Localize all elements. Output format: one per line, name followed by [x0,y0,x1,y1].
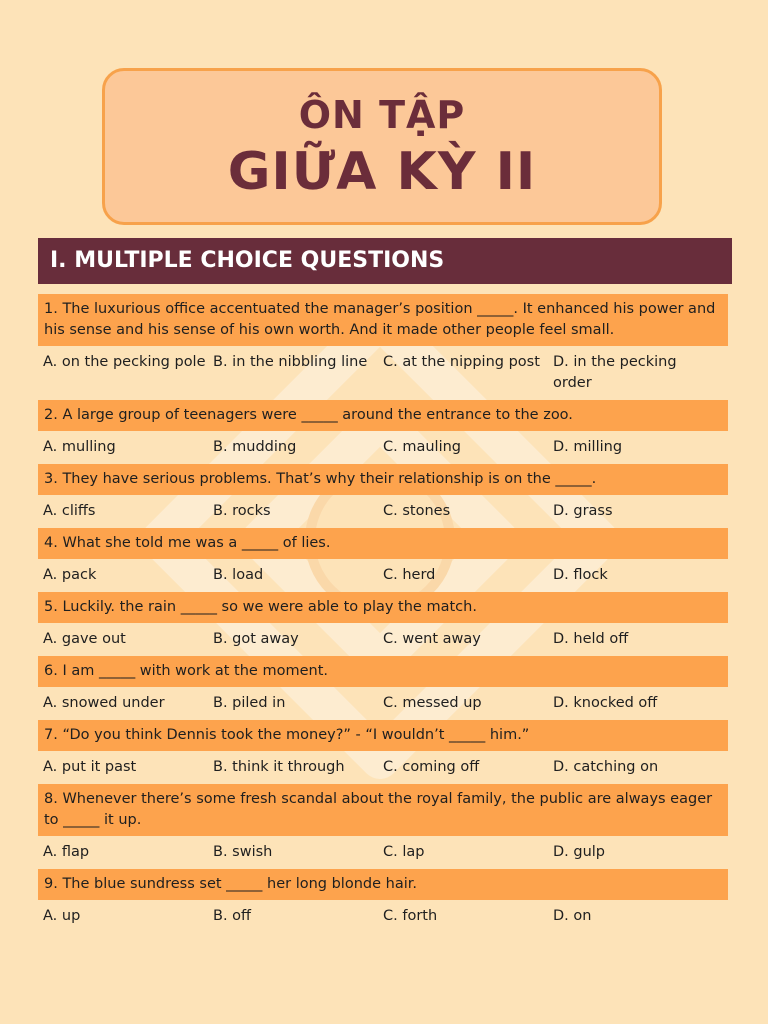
question-8-option-a: A. flap [43,844,90,860]
question-4-option-a: A. pack [43,567,97,583]
question-6-option-b: B. piled in [213,695,286,711]
question-1-option-c: C. at the nipping post [383,354,540,370]
question-5 [38,592,728,656]
question-6-text: 6. I am _____ with work at the moment. [38,656,728,687]
question-1-option-b: B. in the nibbling line [213,354,368,370]
question-5-options [38,623,728,656]
question-9-option-d: D. on [553,908,592,924]
question-2 [38,400,728,464]
question-4-text: 4. What she told me was a _____ of lies. [38,528,728,559]
question-9-options [38,900,728,933]
question-8-options [38,836,728,869]
question-5-option-c: C. went away [383,631,481,647]
question-4 [38,528,728,592]
question-3-text: 3. They have serious problems. That’s why their relationship is on the _____. [38,464,728,495]
title-box [102,68,662,225]
question-1-option-a: A. on the pecking pole [43,354,206,370]
question-9-text: 9. The blue sundress set _____ her long blonde hair. [38,869,728,900]
question-7-text: 7. “Do you think Dennis took the money?” - “I wouldn’t _____ him.” [38,720,728,751]
question-3-option-c: C. stones [383,503,451,519]
question-2-option-b: B. mudding [213,439,297,455]
question-6-options [38,687,728,720]
question-list [38,294,728,933]
question-9-option-a: A. up [43,908,81,924]
question-5-option-d: D. held off [553,631,629,647]
question-8 [38,784,728,869]
section-heading: I. MULTIPLE CHOICE QUESTIONS [38,238,732,284]
question-9 [38,869,728,933]
question-7-option-a: A. put it past [43,759,137,775]
question-7-option-b: B. think it through [213,759,345,775]
question-1-options [38,346,728,400]
question-8-option-c: C. lap [383,844,425,860]
question-3-option-b: B. rocks [213,503,271,519]
question-4-option-d: D. flock [553,567,608,583]
question-2-option-c: C. mauling [383,439,461,455]
question-8-option-d: D. gulp [553,844,606,860]
question-4-options [38,559,728,592]
question-2-options [38,431,728,464]
question-7-option-d: D. catching on [553,759,659,775]
question-8-text: 8. Whenever there’s some fresh scandal about the royal family, the public are always eager to _____ it up. [38,784,728,836]
question-9-option-b: B. off [213,908,252,924]
question-3-option-a: A. cliffs [43,503,96,519]
question-9-option-c: C. forth [383,908,438,924]
question-1-option-d: D. in the pecking order [553,354,677,391]
title-line-1: ÔN TẬP [298,93,466,137]
question-7 [38,720,728,784]
question-6 [38,656,728,720]
question-2-option-a: A. mulling [43,439,116,455]
question-5-text: 5. Luckily. the rain _____ so we were able to play the match. [38,592,728,623]
question-1-text: 1. The luxurious office accentuated the manager’s position _____. It enhanced his power and his sense and his sense of his own worth. And it made other people feel small. [38,294,728,346]
question-3-option-d: D. grass [553,503,613,519]
question-2-text: 2. A large group of teenagers were _____ around the entrance to the zoo. [38,400,728,431]
question-6-option-d: D. knocked off [553,695,658,711]
question-7-option-c: C. coming off [383,759,480,775]
title-line-2: GIỮA KỲ II [227,142,537,202]
question-1 [38,294,728,400]
question-5-option-a: A. gave out [43,631,126,647]
question-6-option-a: A. snowed under [43,695,165,711]
question-3 [38,464,728,528]
question-4-option-c: C. herd [383,567,436,583]
question-6-option-c: C. messed up [383,695,482,711]
question-7-options [38,751,728,784]
question-3-options [38,495,728,528]
question-8-option-b: B. swish [213,844,273,860]
question-4-option-b: B. load [213,567,264,583]
question-2-option-d: D. milling [553,439,623,455]
question-5-option-b: B. got away [213,631,299,647]
